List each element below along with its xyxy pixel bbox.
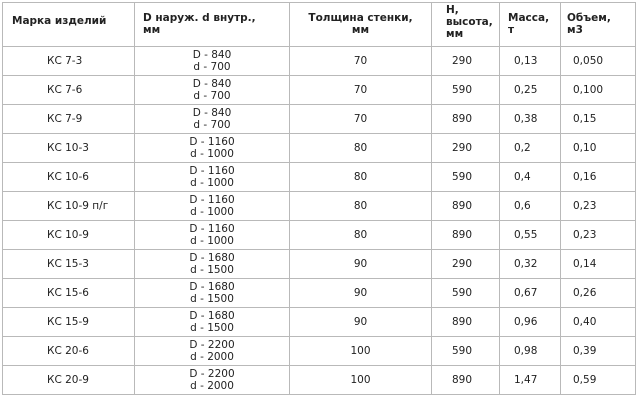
well-ring-specification-table: [2, 2, 636, 395]
header-wall-thickness: Толщина стенки, мм: [290, 3, 432, 47]
inner-diameter: d - 1000: [190, 235, 234, 247]
outer-diameter: D - 1160: [189, 136, 235, 148]
cell-mass: 0,55: [500, 221, 561, 250]
table-body: [3, 47, 636, 395]
cell-mass: 0,32: [500, 250, 561, 279]
cell-mark: КС 10-9 п/г: [3, 192, 135, 221]
inner-diameter: d - 2000: [190, 351, 234, 363]
outer-diameter: D - 1160: [189, 194, 235, 206]
specification-table-container: [2, 2, 636, 395]
table-header: [3, 3, 636, 47]
header-mass: Масса, т: [500, 3, 561, 47]
cell-wall-thickness: 80: [290, 134, 432, 163]
cell-wall-thickness: 90: [290, 250, 432, 279]
cell-mass: 0,67: [500, 279, 561, 308]
outer-diameter: D - 1680: [189, 310, 235, 322]
cell-diameters: [135, 279, 290, 308]
header-volume: Объем, м3: [561, 3, 636, 47]
outer-diameter: D - 2200: [189, 368, 235, 380]
cell-mark: КС 15-3: [3, 250, 135, 279]
header-height: Н, высота, мм: [432, 3, 500, 47]
cell-mass: 0,4: [500, 163, 561, 192]
cell-height: 290: [432, 250, 500, 279]
outer-diameter: D - 840: [192, 107, 232, 119]
cell-mass: 0,25: [500, 76, 561, 105]
cell-volume: 0,39: [561, 337, 636, 366]
cell-volume: 0,59: [561, 366, 636, 395]
inner-diameter: d - 1500: [190, 293, 234, 305]
inner-diameter: d - 1000: [190, 148, 234, 160]
cell-height: 890: [432, 192, 500, 221]
cell-height: 590: [432, 76, 500, 105]
outer-diameter: D - 840: [192, 49, 232, 61]
cell-mark: КС 15-6: [3, 279, 135, 308]
cell-height: 290: [432, 134, 500, 163]
outer-diameter: D - 840: [192, 78, 232, 90]
table-row: [3, 221, 636, 250]
cell-height: 890: [432, 366, 500, 395]
cell-wall-thickness: 100: [290, 366, 432, 395]
cell-diameters: [135, 76, 290, 105]
cell-mass: 0,13: [500, 47, 561, 76]
cell-height: 890: [432, 221, 500, 250]
cell-wall-thickness: 70: [290, 76, 432, 105]
cell-volume: 0,26: [561, 279, 636, 308]
cell-height: 590: [432, 337, 500, 366]
inner-diameter: d - 1000: [190, 206, 234, 218]
cell-mark: КС 15-9: [3, 308, 135, 337]
table-row: [3, 76, 636, 105]
cell-mark: КС 7-3: [3, 47, 135, 76]
cell-wall-thickness: 80: [290, 221, 432, 250]
cell-volume: 0,050: [561, 47, 636, 76]
cell-mark: КС 7-6: [3, 76, 135, 105]
cell-diameters: [135, 221, 290, 250]
inner-diameter: d - 700: [193, 90, 231, 102]
table-row: [3, 105, 636, 134]
cell-volume: 0,15: [561, 105, 636, 134]
cell-mass: 1,47: [500, 366, 561, 395]
inner-diameter: d - 2000: [190, 380, 234, 392]
outer-diameter: D - 1160: [189, 223, 235, 235]
table-row: [3, 308, 636, 337]
cell-volume: 0,16: [561, 163, 636, 192]
outer-diameter: D - 1680: [189, 281, 235, 293]
cell-wall-thickness: 80: [290, 163, 432, 192]
cell-diameters: [135, 308, 290, 337]
cell-diameters: [135, 366, 290, 395]
cell-diameters: [135, 163, 290, 192]
outer-diameter: D - 2200: [189, 339, 235, 351]
cell-wall-thickness: 70: [290, 47, 432, 76]
cell-diameters: [135, 134, 290, 163]
cell-volume: 0,40: [561, 308, 636, 337]
cell-volume: 0,14: [561, 250, 636, 279]
table-row: [3, 163, 636, 192]
cell-mark: КС 20-6: [3, 337, 135, 366]
cell-diameters: [135, 337, 290, 366]
cell-diameters: [135, 47, 290, 76]
inner-diameter: d - 1500: [190, 264, 234, 276]
cell-mass: 0,38: [500, 105, 561, 134]
inner-diameter: d - 1500: [190, 322, 234, 334]
cell-diameters: [135, 105, 290, 134]
cell-wall-thickness: 90: [290, 308, 432, 337]
cell-mark: КС 10-6: [3, 163, 135, 192]
inner-diameter: d - 1000: [190, 177, 234, 189]
inner-diameter: d - 700: [193, 119, 231, 131]
outer-diameter: D - 1680: [189, 252, 235, 264]
cell-mark: КС 10-3: [3, 134, 135, 163]
table-row: [3, 192, 636, 221]
cell-mark: КС 10-9: [3, 221, 135, 250]
cell-wall-thickness: 70: [290, 105, 432, 134]
header-mark: Марка изделий: [3, 3, 135, 47]
cell-diameters: [135, 192, 290, 221]
cell-mass: 0,2: [500, 134, 561, 163]
table-row: [3, 47, 636, 76]
cell-mark: КС 7-9: [3, 105, 135, 134]
cell-mass: 0,96: [500, 308, 561, 337]
cell-volume: 0,100: [561, 76, 636, 105]
cell-height: 290: [432, 47, 500, 76]
table-row: [3, 337, 636, 366]
cell-wall-thickness: 100: [290, 337, 432, 366]
outer-diameter: D - 1160: [189, 165, 235, 177]
cell-wall-thickness: 90: [290, 279, 432, 308]
table-row: [3, 279, 636, 308]
cell-mark: КС 20-9: [3, 366, 135, 395]
inner-diameter: d - 700: [193, 61, 231, 73]
cell-mass: 0,6: [500, 192, 561, 221]
header-row: [3, 3, 636, 47]
header-diameters: D наруж. d внутр., мм: [135, 3, 290, 47]
cell-volume: 0,10: [561, 134, 636, 163]
cell-height: 890: [432, 308, 500, 337]
cell-height: 890: [432, 105, 500, 134]
table-row: [3, 134, 636, 163]
cell-volume: 0,23: [561, 192, 636, 221]
cell-diameters: [135, 250, 290, 279]
cell-wall-thickness: 80: [290, 192, 432, 221]
cell-volume: 0,23: [561, 221, 636, 250]
table-row: [3, 366, 636, 395]
cell-height: 590: [432, 163, 500, 192]
cell-mass: 0,98: [500, 337, 561, 366]
table-row: [3, 250, 636, 279]
cell-height: 590: [432, 279, 500, 308]
